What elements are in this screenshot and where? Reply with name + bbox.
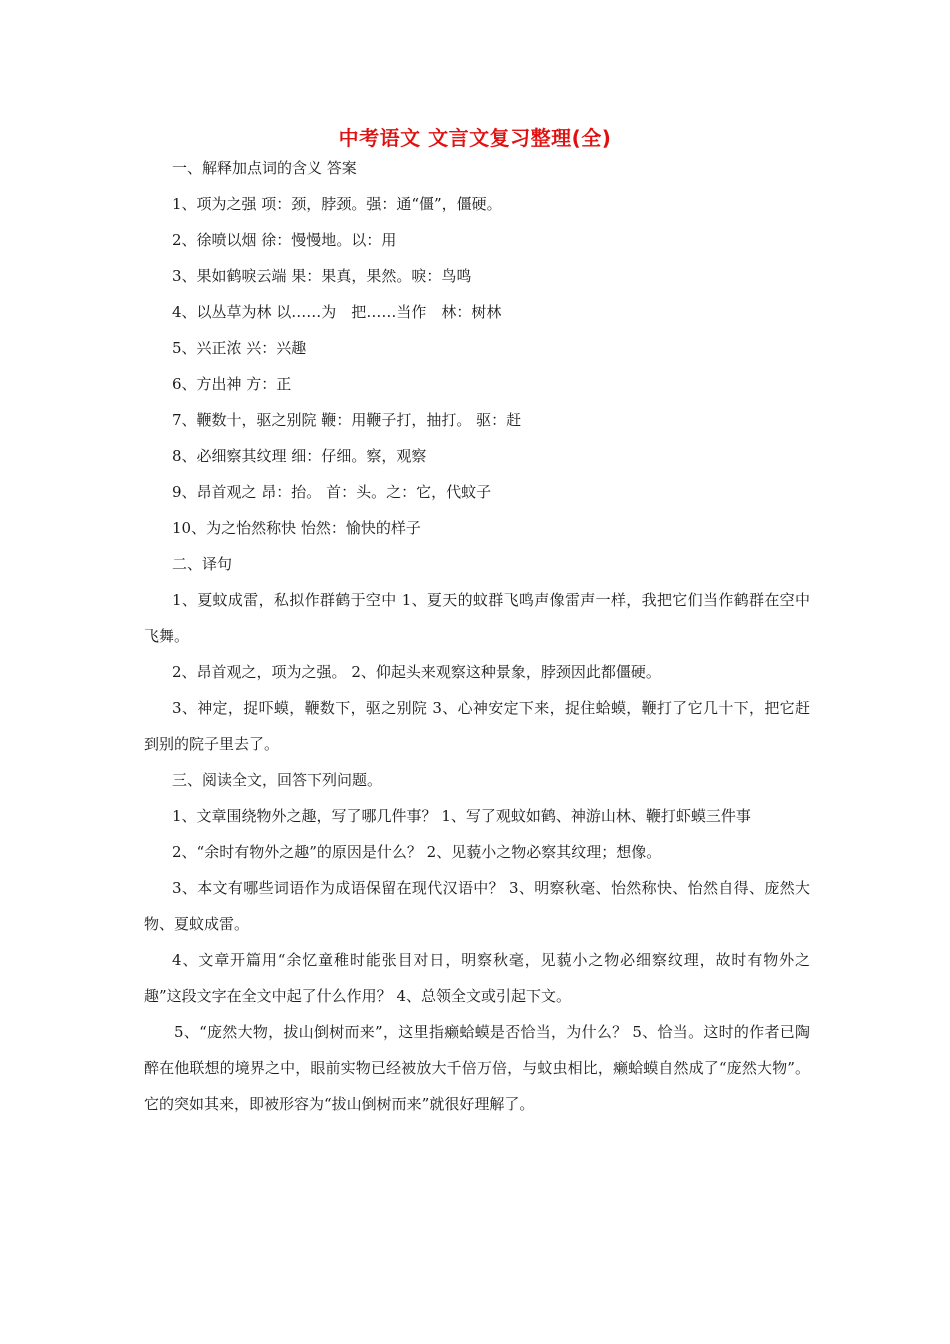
translation-item: 2、昂首观之，项为之强。 2、仰起头来观察这种景象，脖颈因此都僵硬。 <box>172 663 661 681</box>
definition-item: 2、徐喷以烟 徐：慢慢地。以：用 <box>172 231 397 249</box>
section-heading-2: 二、译句 <box>172 555 233 573</box>
definition-item: 7、鞭数十，驱之别院 鞭：用鞭子打，抽打。 驱：赶 <box>172 411 522 429</box>
question-item: 1、文章围绕物外之趣，写了哪几件事？ 1、写了观蚊如鹤、神游山林、鞭打虾蟆三件事 <box>172 807 751 825</box>
section-heading-3: 三、阅读全文，回答下列问题。 <box>172 771 383 789</box>
definition-item: 6、方出神 方：正 <box>172 375 292 393</box>
definition-item: 1、项为之强 项：颈，脖颈。强：通“僵”，僵硬。 <box>172 195 502 213</box>
definition-item: 4、以丛草为林 以……为 把……当作 林：树林 <box>172 303 502 321</box>
question-item: 5、“庞然大物，拔山倒树而来”，这里指癞蛤蟆是否恰当，为什么？ 5、恰当。这时的作者已陶醉在他联想的境界之中，眼前实物已经被放大千倍万倍，与蚊虫相比，癞蛤蟆自然成了“庞然大物”。它的突如其来，即被形容为“拔山倒树而来”就很好理解了。 <box>144 1023 810 1113</box>
definition-item: 9、昂首观之 昂：抬。 首：头。之：它，代蚊子 <box>172 483 492 501</box>
document-title: 中考语文 文言文复习整理(全) <box>338 126 612 150</box>
definition-item: 3、果如鹤唳云端 果：果真，果然。唳：鸟鸣 <box>172 267 472 285</box>
section-heading-1: 一、解释加点词的含义 答案 <box>172 159 357 177</box>
question-item: 4、文章开篇用“余忆童稚时能张目对日，明察秋毫，见藐小之物必细察纹理，故时有物外之趣”这段文字在全文中起了什么作用？ 4、总领全文或引起下文。 <box>144 951 810 1005</box>
definition-item: 5、兴正浓 兴：兴趣 <box>172 339 307 357</box>
question-item: 3、本文有哪些词语作为成语保留在现代汉语中？ 3、明察秋毫、怡然称快、怡然自得、庞然大物、夏蚊成雷。 <box>144 879 810 933</box>
definition-item: 10、为之怡然称快 怡然：愉快的样子 <box>172 519 421 537</box>
translation-item: 3、神定，捉吓蟆，鞭数下，驱之别院 3、心神安定下来，捉住蛤蟆，鞭打了它几十下，把它赶到别的院子里去了。 <box>144 699 810 753</box>
definition-item: 8、必细察其纹理 细：仔细。察，观察 <box>172 447 427 465</box>
translation-item: 1、夏蚊成雷，私拟作群鹤于空中 1、夏天的蚊群飞鸣声像雷声一样，我把它们当作鹤群在空中飞舞。 <box>144 591 810 645</box>
question-item: 2、“余时有物外之趣”的原因是什么？ 2、见藐小之物必察其纹理；想像。 <box>172 843 662 861</box>
document-body <box>144 150 810 1122</box>
